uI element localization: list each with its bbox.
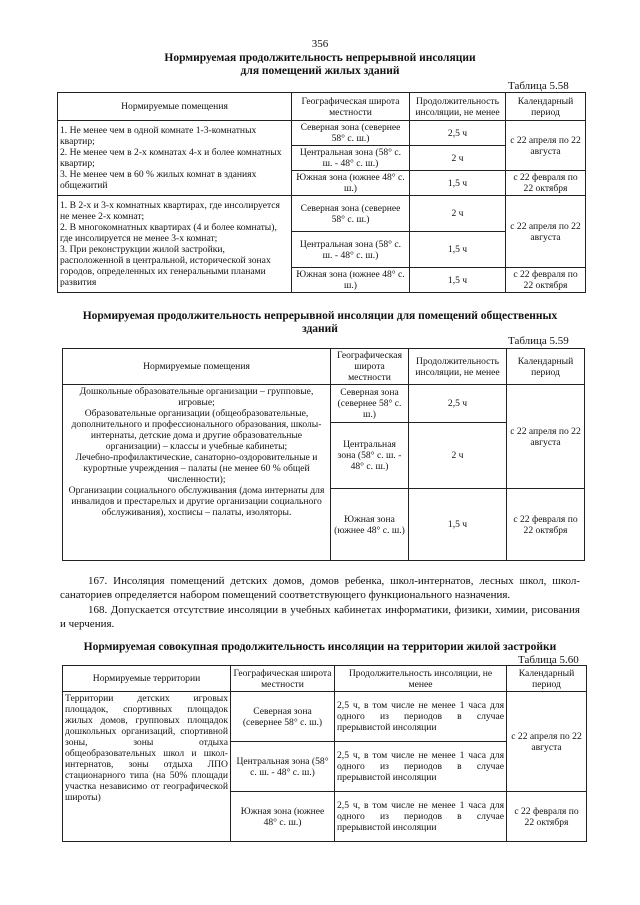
paragraph-167 xyxy=(60,574,580,602)
table-5-60-caption: Таблица 5.60 xyxy=(518,654,579,666)
t60-territories: Территории детских игровых площадок, спортивных площадок жилых домов, групповых площадок дошкольных организаций, спортивной зоны, зоны отдыха общеобразовательных школ и школ-интернатов, зоны отдыха ЛПО стационарного типа (на 50% площади участка независимо от географической широты) xyxy=(63,692,231,842)
t60-duration-central: 2,5 ч, в том числе не менее 1 часа для одного из периодов в случае прерывистой инсоляции xyxy=(335,742,507,792)
paragraph-168 xyxy=(60,603,580,631)
t59-duration-north: 2,5 ч xyxy=(409,385,507,423)
t60-period-1: с 22 апреля по 22 августа xyxy=(507,692,587,792)
table-5-58 xyxy=(57,92,586,293)
table-5-60-title: Нормируемая совокупная продолжительность инсоляции на территории жилой застройки xyxy=(83,641,557,653)
t59-zone-central: Центральная зона (58° с. ш. - 48° с. ш.) xyxy=(331,423,409,489)
t58-g2-duration-south: 1,5 ч xyxy=(410,268,506,293)
t60-header-latitude: Географическая широта местности xyxy=(231,666,335,692)
t60-zone-south: Южная зона (южнее 48° с. ш.) xyxy=(231,792,335,842)
paragraph-167-text: 167. Инсоляция помещений детских домов, домов ребенка, школ-интернатов, лесных школ, школ-санаториев определяется набором помещений соответствующего функционального назначения. xyxy=(60,575,580,601)
t58-header-duration: Продолжительность инсоляции, не менее xyxy=(410,93,506,121)
t58-g2-zone-north: Северная зона (севернее 58° с. ш.) xyxy=(292,196,410,232)
t59-header-rooms: Нормируемые помещения xyxy=(63,349,331,385)
t58-g2-duration-central: 1,5 ч xyxy=(410,232,506,268)
t58-g2-period-1: с 22 апреля по 22 августа xyxy=(506,196,586,268)
t59-rooms-medical: Лечебно-профилактические, санаторно-оздоровительные и курортные учреждения – палаты (не менее 60 % общей численности); xyxy=(75,452,318,485)
t59-rooms-preschool: Дошкольные образовательные организации – групповые, игровые; xyxy=(79,386,314,408)
t58-g2-period-2: с 22 февраля по 22 октября xyxy=(506,268,586,293)
t59-period-1: с 22 апреля по 22 августа xyxy=(507,385,585,489)
paragraph-168-text: 168. Допускается отсутствие инсоляции в учебных кабинетах информатики, физики, химии, рисования и черчения. xyxy=(60,604,580,630)
table-5-59-title-line2: зданий xyxy=(302,323,338,335)
t59-header-period: Календарный период xyxy=(507,349,585,385)
t58-header-rooms: Нормируемые помещения xyxy=(58,93,292,121)
t58-g1-duration-central: 2 ч xyxy=(410,146,506,171)
t59-rooms-education: Образовательные организации (общеобразовательные, дополнительного и профессионального образования, школы-интернаты, детские дома и другие образовательные организации) – классы и учебные кабинеты; xyxy=(71,408,322,452)
t58-g2-zone-central: Центральная зона (58° с. ш. - 48° с. ш.) xyxy=(292,232,410,268)
t60-period-2: с 22 февраля по 22 октября xyxy=(507,792,587,842)
t59-duration-central: 2 ч xyxy=(409,423,507,489)
t60-duration-south: 2,5 ч, в том числе не менее 1 часа для одного из периодов в случае прерывистой инсоляции xyxy=(335,792,507,842)
t58-group1-rooms: 1. Не менее чем в одной комнате 1-3-комнатных квартир; 2. Не менее чем в 2-х комнатах 4-х и более комнатных квартир; 3. Не менее чем в 60 % жилых комнат в зданиях общежитий xyxy=(58,121,292,196)
t59-rooms xyxy=(63,385,331,561)
table-5-58-title-line2: для помещений жилых зданий xyxy=(240,65,400,77)
t58-header-latitude: Географическая широта местности xyxy=(292,93,410,121)
table-5-58-title-line1: Нормируемая продолжительность непрерывной инсоляции xyxy=(164,52,476,64)
t59-header-latitude: Географическая широта местности xyxy=(331,349,409,385)
t58-g1-zone-central: Центральная зона (58° с. ш. - 48° с. ш.) xyxy=(292,146,410,171)
table-5-59 xyxy=(62,348,585,561)
t58-header-period: Календарный период xyxy=(506,93,586,121)
t59-zone-north: Северная зона (севернее 58° с. ш.) xyxy=(331,385,409,423)
t60-header-territories: Нормируемые территории xyxy=(63,666,231,692)
t60-header-duration: Продолжительность инсоляции, не менее xyxy=(335,666,507,692)
t58-g2-zone-south: Южная зона (южнее 48° с. ш.) xyxy=(292,268,410,293)
t58-g1-duration-north: 2,5 ч xyxy=(410,121,506,146)
t58-g1-zone-north: Северная зона (севернее 58° с. ш.) xyxy=(292,121,410,146)
t59-rooms-social: Организации социального обслуживания (дома интернаты для инвалидов и престарелых и другие организации социального обслуживания), хосписы – палаты, изоляторы. xyxy=(68,485,325,518)
t58-g1-duration-south: 1,5 ч xyxy=(410,171,506,196)
t59-period-2: с 22 февраля по 22 октября xyxy=(507,489,585,561)
t59-header-duration: Продолжительность инсоляции, не менее xyxy=(409,349,507,385)
t58-group2-rooms: 1. В 2-х и 3-х комнатных квартирах, где инсолируется не менее 2-х комнат; 2. В многокомнатных квартирах (4 и более комнаты), где инсолируется не менее 3-х комнат; 3. При реконструкции жилой застройки, расположенной в центральной, исторической зонах городов, определенных их генеральными планами развития xyxy=(58,196,292,293)
t59-zone-south: Южная зона (южнее 48° с. ш.) xyxy=(331,489,409,561)
table-5-60 xyxy=(62,665,587,842)
t58-g1-zone-south: Южная зона (южнее 48° с. ш.) xyxy=(292,171,410,196)
page-number: 356 xyxy=(311,38,329,50)
table-5-59-title-line1: Нормируемая продолжительность непрерывной инсоляции для помещений общественных xyxy=(82,310,558,322)
t58-g1-period-1: с 22 апреля по 22 августа xyxy=(506,121,586,171)
table-5-58-caption: Таблица 5.58 xyxy=(508,80,569,92)
t60-zone-north: Северная зона (севернее 58° с. ш.) xyxy=(231,692,335,742)
t58-g2-duration-north: 2 ч xyxy=(410,196,506,232)
t60-header-period: Календарный период xyxy=(507,666,587,692)
t60-duration-north: 2,5 ч, в том числе не менее 1 часа для одного из периодов в случае прерывистой инсоляции xyxy=(335,692,507,742)
t58-g1-period-2: с 22 февраля по 22 октября xyxy=(506,171,586,196)
t59-duration-south: 1,5 ч xyxy=(409,489,507,561)
t60-zone-central: Центральная зона (58° с. ш. - 48° с. ш.) xyxy=(231,742,335,792)
table-5-59-caption: Таблица 5.59 xyxy=(508,335,569,347)
